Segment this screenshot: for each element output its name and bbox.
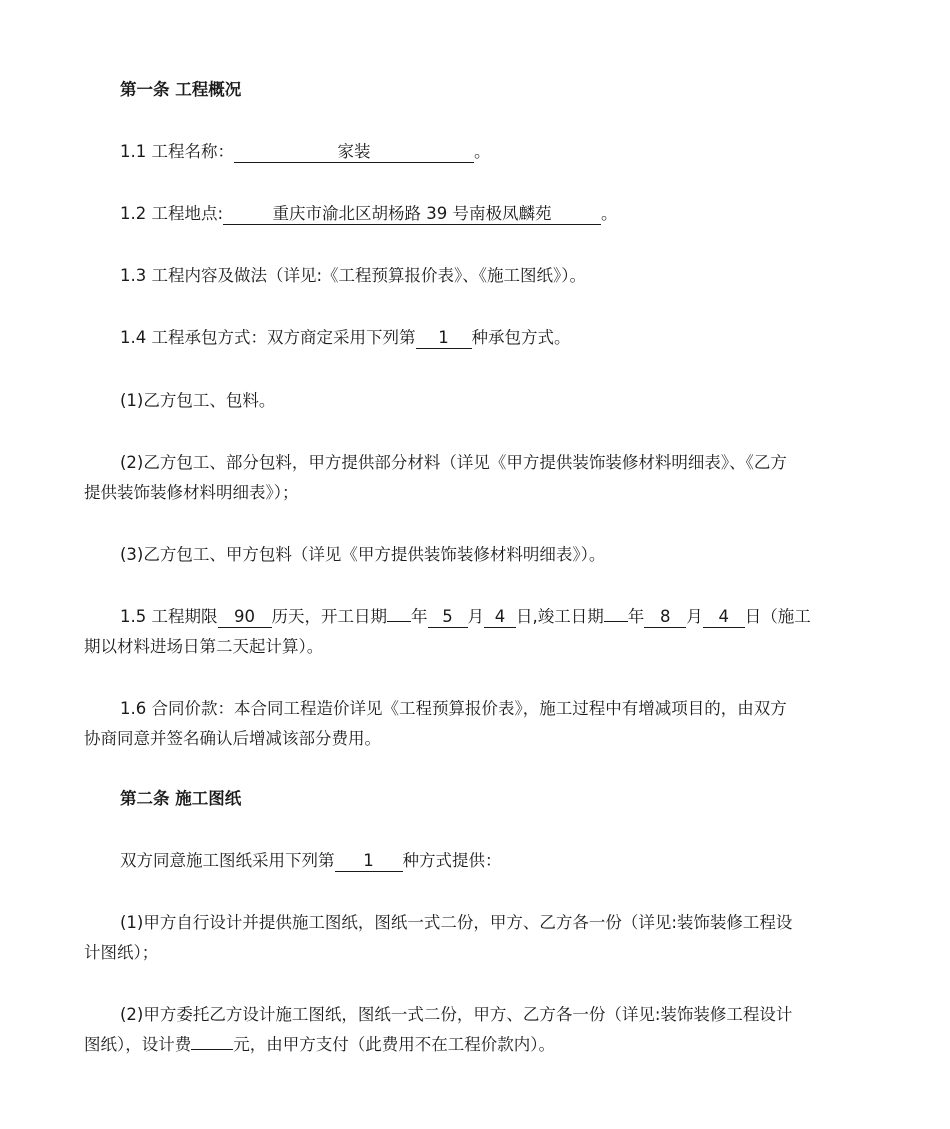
- drawings-intro-suffix: 种方式提供：: [402, 851, 502, 870]
- start-month-value: 5: [428, 607, 468, 628]
- drawings-intro: [120, 849, 502, 873]
- project-location-value: 重庆市渝北区胡杨路 39 号南极凤麟苑: [223, 204, 601, 225]
- contract-option-1: (1)乙方包工、包料。: [120, 391, 276, 410]
- article-1-heading: 第一条 工程概况: [120, 80, 242, 99]
- clause-1-3: 1.3 工程内容及做法（详见:《工程预算报价表》、《施工图纸》）。: [120, 266, 587, 285]
- clause-1-2: [120, 202, 618, 226]
- start-year-value: [387, 621, 411, 622]
- drawings-intro-label: 双方同意施工图纸采用下列第: [120, 851, 335, 870]
- clause-1-4-suffix: 种承包方式。: [471, 328, 571, 347]
- drawings-option-2-line-1: (2)甲方委托乙方设计施工图纸，图纸一式二份，甲方、乙方各一份（详见:装饰装修工程设计: [120, 1005, 793, 1024]
- month-label: 月: [467, 607, 484, 626]
- drawings-option-2-line-2: [84, 1033, 555, 1057]
- month-label: 月: [686, 607, 703, 626]
- end-date-label: 日,竣工日期: [516, 607, 604, 626]
- day-label: 日（施工: [744, 607, 811, 626]
- drawings-option-1-line-2: 计图纸）；: [84, 943, 159, 962]
- clause-1-1: [120, 140, 491, 164]
- start-date-label: 历天，开工日期: [271, 607, 387, 626]
- clause-1-6-line-1: 1.6 合同价款：本合同工程造价详见《工程预算报价表》，施工过程中有增减项目的，由双方: [120, 699, 787, 718]
- design-fee-label: 图纸），设计费: [84, 1035, 192, 1054]
- drawings-option-1-line-1: (1)甲方自行设计并提供施工图纸，图纸一式二份，甲方、乙方各一份（详见:装饰装修工程设: [120, 913, 793, 932]
- design-fee-value: [191, 1049, 233, 1050]
- project-name-value: 家装: [234, 142, 474, 163]
- clause-1-4: [120, 326, 571, 350]
- clause-1-6-line-2: 协商同意并签名确认后增减该部分费用。: [84, 729, 381, 748]
- year-label: 年: [627, 607, 645, 626]
- end-month-value: 8: [644, 607, 686, 628]
- clause-1-1-label: 1.1 工程名称：: [120, 142, 234, 161]
- contract-mode-value: 1: [416, 328, 472, 349]
- drawings-mode-value: 1: [335, 851, 403, 872]
- contract-option-2-line-2: 提供装饰装修材料明细表》）；: [84, 483, 299, 502]
- end-day-value: 4: [703, 607, 745, 628]
- duration-days-value: 90: [218, 607, 272, 628]
- clause-1-2-suffix: 。: [601, 204, 618, 223]
- contract-option-2-line-1: (2)乙方包工、部分包料，甲方提供部分材料（详见《甲方提供装饰装修材料明细表》、《乙方: [120, 453, 787, 472]
- clause-1-5-line-2: 期以材料进场日第二天起计算）。: [84, 637, 324, 656]
- contract-option-3: (3)乙方包工、甲方包料（详见《甲方提供装饰装修材料明细表》）。: [120, 545, 606, 564]
- clause-1-5-line-1: [120, 605, 811, 629]
- clause-1-2-label: 1.2 工程地点:: [120, 204, 224, 223]
- end-year-value: [604, 621, 628, 622]
- start-day-value: 4: [484, 607, 516, 628]
- year-label: 年: [411, 607, 428, 626]
- design-fee-suffix: 元，由甲方支付（此费用不在工程价款内）。: [233, 1035, 555, 1054]
- article-2-heading: 第二条 施工图纸: [120, 789, 242, 808]
- clause-1-5-label: 1.5 工程期限: [120, 607, 218, 626]
- clause-1-4-label: 1.4 工程承包方式：双方商定采用下列第: [120, 328, 416, 347]
- clause-1-1-suffix: 。: [474, 142, 491, 161]
